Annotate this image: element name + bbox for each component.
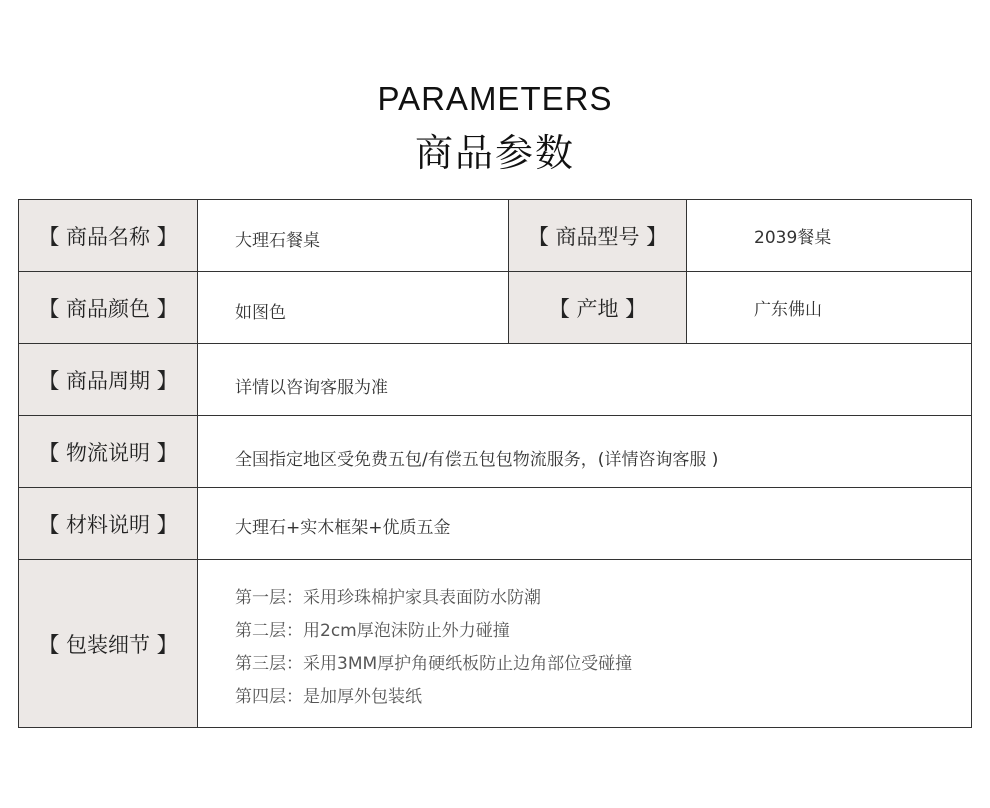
row-packing [19, 560, 971, 727]
packing-details [235, 582, 632, 714]
product-cycle-label: 【 商品周期 】 [19, 344, 198, 415]
title-english: PARAMETERS [377, 80, 613, 117]
packing-label: 【 包装细节 】 [19, 560, 198, 727]
logistics-value: 全国指定地区受免费五包/有偿五包包物流服务，(详情咨询客服 ) [235, 450, 719, 470]
parameters-table [18, 199, 972, 728]
product-name-label: 【 商品名称 】 [19, 200, 198, 271]
product-color-value: 如图色 [235, 303, 286, 323]
row-name-model [19, 200, 971, 272]
material-value: 大理石+实木框架+优质五金 [235, 518, 451, 538]
row-color-origin [19, 272, 971, 344]
product-name-value: 大理石餐桌 [235, 231, 320, 251]
logistics-label: 【 物流说明 】 [19, 416, 198, 487]
row-material [19, 488, 971, 560]
origin-label: 【 产地 】 [508, 272, 687, 343]
title-chinese: 商品参数 [414, 131, 575, 175]
product-model-label: 【 商品型号 】 [508, 200, 687, 271]
packing-line-4: 第四层：是加厚外包装纸 [235, 687, 422, 707]
packing-line-3: 第三层：采用3MM厚护角硬纸板防止边角部位受碰撞 [235, 654, 633, 674]
origin-value: 广东佛山 [754, 300, 822, 320]
material-label: 【 材料说明 】 [19, 488, 198, 559]
product-cycle-value: 详情以咨询客服为准 [235, 378, 388, 398]
packing-line-2: 第二层：用2cm厚泡沫防止外力碰撞 [235, 621, 510, 641]
packing-line-1: 第一层：采用珍珠棉护家具表面防水防潮 [235, 588, 541, 608]
row-logistics [19, 416, 971, 488]
product-color-label: 【 商品颜色 】 [19, 272, 198, 343]
product-model-value: 2039餐桌 [754, 228, 832, 248]
row-cycle [19, 344, 971, 416]
